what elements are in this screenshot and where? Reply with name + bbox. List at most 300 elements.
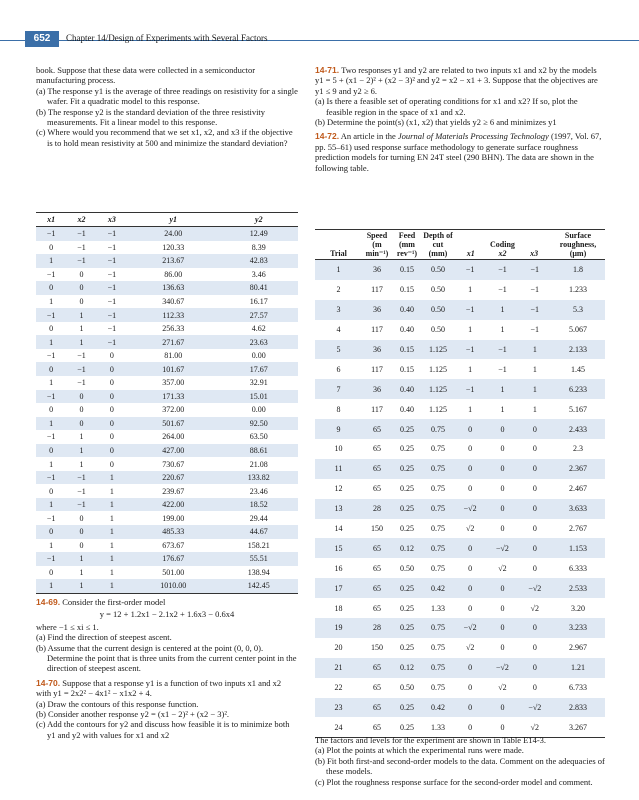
table-cell: 357.00 <box>162 378 185 388</box>
left-column-problems <box>36 597 298 740</box>
table-cell: 27.57 <box>220 308 298 322</box>
table-cell: 0.75 <box>430 563 445 573</box>
problem-69-text: Consider the first-order model <box>62 597 166 607</box>
table-cell: 1 <box>49 378 54 388</box>
table-cell: 32.91 <box>249 378 268 388</box>
table-cell: 1 <box>532 364 537 374</box>
table-cell: 5.167 <box>569 404 587 414</box>
table-cell: −1 <box>66 362 96 376</box>
table-cell: 0 <box>468 563 473 573</box>
table-cell: 0.12 <box>392 658 422 678</box>
table-cell: 2 <box>336 285 341 295</box>
table-cell: 0.25 <box>399 444 414 454</box>
table-cell: 18 <box>334 603 343 613</box>
table-cell: 0.25 <box>399 603 414 613</box>
problem-number-71: 14-71. <box>315 65 340 75</box>
table-cell: 0 <box>66 525 96 539</box>
table-cell: 23.46 <box>249 486 268 496</box>
table-cell: 0.00 <box>251 351 266 361</box>
table-cell: 1 <box>519 340 551 360</box>
table-row <box>36 376 298 390</box>
table-cell: −1 <box>486 340 518 360</box>
table-cell: 0 <box>454 578 486 598</box>
table-cell: 0 <box>468 603 473 613</box>
table-row <box>315 499 605 519</box>
table-cell: 1 <box>66 552 96 566</box>
table-cell: 501.67 <box>127 417 220 431</box>
table-cell: 0 <box>66 390 96 404</box>
col-header-trial: Trial <box>315 230 362 260</box>
table-cell: 1 <box>468 404 473 414</box>
table-cell: 0.15 <box>399 285 414 295</box>
table-cell: 2.467 <box>569 484 587 494</box>
table-cell: 65 <box>362 419 392 439</box>
table-cell: 0.75 <box>422 618 454 638</box>
table-cell: 485.33 <box>127 525 220 539</box>
table-cell: 0 <box>486 717 518 737</box>
problem-72-part-c: (c) Plot the roughness response surface for the second-order model and comment. <box>315 776 593 787</box>
table-row <box>315 538 605 558</box>
table-row <box>36 308 298 322</box>
table-cell: 1 <box>79 459 84 469</box>
table-cell: 0.75 <box>430 643 445 653</box>
table-cell: 264.00 <box>162 432 185 442</box>
table-cell: 117 <box>371 404 383 414</box>
table-cell: 0.40 <box>392 300 422 320</box>
table-cell: −1 <box>454 300 486 320</box>
table-cell: −1 <box>97 254 127 268</box>
table-cell: 1 <box>66 579 96 593</box>
problem-69-part-b: (b) Assume that the current design is centered at the point (0, 0, 0). Determine the point that is three units from the current center point in the direction of steepest ascent. <box>36 642 297 674</box>
table-cell: 1 <box>97 525 127 539</box>
table-cell: 150 <box>370 524 383 534</box>
table-row <box>36 539 298 553</box>
table-cell: 0 <box>97 362 127 376</box>
table-cell: 1 <box>79 324 84 334</box>
table-cell: 0.50 <box>422 260 454 280</box>
table-cell: √2 <box>498 683 507 693</box>
table-cell: 117 <box>371 325 383 335</box>
table-row <box>315 439 605 459</box>
table-cell: 0.25 <box>399 643 414 653</box>
table-cell: 0 <box>532 683 537 693</box>
table-row <box>36 295 298 309</box>
table-row <box>36 525 298 539</box>
table-cell: −1 <box>97 227 127 241</box>
col-header-x2: x2 <box>66 213 96 227</box>
col-header-x1: x1 <box>36 213 66 227</box>
table-row <box>36 268 298 282</box>
journal-name: Journal of Materials Processing Technology <box>397 131 549 142</box>
table-cell: −1 <box>77 486 86 496</box>
table-cell: 133.82 <box>220 471 298 485</box>
table-row <box>315 658 605 678</box>
table-cell: 0 <box>454 698 486 718</box>
table-cell: −1 <box>77 351 86 361</box>
table-cell: 0 <box>500 524 505 534</box>
table-cell: 0 <box>109 351 114 361</box>
coding-label: Coding <box>490 240 515 249</box>
table-cell: 0 <box>532 444 537 454</box>
table-cell: 1 <box>66 308 96 322</box>
table-cell: 0 <box>519 618 551 638</box>
table-row <box>315 638 605 658</box>
table-cell: 2.967 <box>569 643 587 653</box>
table-cell: 5.3 <box>551 300 605 320</box>
table-cell: 0 <box>486 698 518 718</box>
table-row <box>315 479 605 499</box>
table-cell: 7 <box>315 379 362 399</box>
table-row <box>36 281 298 295</box>
table-cell: 86.00 <box>164 269 183 279</box>
table-cell: −1 <box>46 513 56 523</box>
table-cell: 0 <box>500 444 505 454</box>
table-row <box>315 698 605 718</box>
table-cell: 22 <box>334 683 343 693</box>
table-cell: 1 <box>468 364 473 374</box>
table-cell: −1 <box>486 260 518 280</box>
table-cell: 5.067 <box>569 325 587 335</box>
table-cell: 0.50 <box>399 683 414 693</box>
table-cell: 65 <box>372 484 381 494</box>
table-row <box>315 300 605 320</box>
table-header-row <box>36 213 298 227</box>
table-note: The factors and levels for the experiment are shown in Table E14-3. <box>315 735 547 745</box>
table-row <box>36 511 298 525</box>
table-cell: 8 <box>336 404 341 414</box>
table-cell: −1 <box>97 281 127 295</box>
table-row <box>315 578 605 598</box>
table-cell: 0 <box>49 405 54 415</box>
table-row <box>36 430 298 444</box>
col-header-y1: y1 <box>127 213 220 227</box>
problem-70-part-c: (c) Add the contours for y2 and discuss how feasible it is to minimize both y1 and y2 with values for x1 and x2 <box>36 719 290 740</box>
table-cell: 213.67 <box>127 254 220 268</box>
table-cell: 0.25 <box>392 717 422 737</box>
table-cell: 1 <box>49 540 54 550</box>
table-row <box>36 471 298 485</box>
table-cell: −√2 <box>454 499 486 519</box>
table-cell: −1 <box>107 269 117 279</box>
table-cell: 0.12 <box>392 538 422 558</box>
table-cell: −1 <box>36 552 66 566</box>
table-row <box>315 618 605 638</box>
table-cell: 1.8 <box>551 260 605 280</box>
intro-part-a: (a) The response y1 is the average of three readings on resistivity for a single wafer. Fit a quadratic model to this response. <box>36 85 298 107</box>
table-cell: 2.533 <box>551 578 605 598</box>
table-row <box>315 459 605 479</box>
table-cell: 1 <box>97 498 127 512</box>
table-cell: −1 <box>530 325 540 335</box>
table-cell: −1 <box>498 364 507 374</box>
running-title: Chapter 14/Design of Experiments with Several Factors <box>66 33 268 43</box>
table-cell: 112.33 <box>127 308 220 322</box>
table-cell: 0.25 <box>392 499 422 519</box>
table-cell: 17.67 <box>220 362 298 376</box>
table-row <box>36 457 298 471</box>
table-cell: −1 <box>107 242 117 252</box>
table-cell: 117 <box>371 364 383 374</box>
right-column-bottom <box>315 735 605 787</box>
table-cell: 1 <box>36 579 66 593</box>
table-cell: 0.00 <box>251 405 266 415</box>
table-cell: 1 <box>500 325 505 335</box>
table-cell: −1 <box>36 471 66 485</box>
table-row <box>36 403 298 417</box>
table-cell: 1 <box>66 335 96 349</box>
table-cell: −1 <box>530 285 540 295</box>
problem-72-part-b: (b) Fit both first-and second-order models to the data. Comment on the adequacies of these models. <box>315 755 605 777</box>
table-cell: −1 <box>454 379 486 399</box>
table-cell: 0.50 <box>399 563 414 573</box>
problem-71-part-a: (a) Is there a feasible set of operating conditions for x1 and x2? If so, plot the feasible region in the space of x1 and x2. <box>315 96 578 117</box>
table-cell: 3.633 <box>551 499 605 519</box>
table-cell: 1.233 <box>569 285 587 295</box>
problem-70-part-a: (a) Draw the contours of this response function. <box>36 698 199 709</box>
table-cell: 0 <box>79 297 84 306</box>
table-cell: 0.75 <box>430 484 445 494</box>
table-cell: 2.433 <box>551 419 605 439</box>
table-cell: 0 <box>500 643 505 653</box>
table-cell: 1 <box>36 498 66 512</box>
table-cell: 28 <box>362 499 392 519</box>
table-cell: 15 <box>315 538 362 558</box>
table-cell: −1 <box>46 351 56 361</box>
table-row <box>36 552 298 566</box>
table-cell: 176.67 <box>127 552 220 566</box>
table-cell: 1 <box>97 579 127 593</box>
table-cell: 0 <box>486 578 518 598</box>
table-cell: 65 <box>372 683 381 693</box>
table-cell: 0.75 <box>422 538 454 558</box>
problem-72-text-pre: An article in the <box>340 131 396 142</box>
table-cell: 13 <box>315 499 362 519</box>
table-cell: 65 <box>372 603 381 613</box>
table-cell: 1.125 <box>422 379 454 399</box>
table-row <box>36 417 298 431</box>
table-cell: −√2 <box>519 578 551 598</box>
col-header-c3: x3 <box>530 249 539 258</box>
problem-70-text: Suppose that a response y1 is a function of two inputs x1 and x2 with y1 = 2x2² − 4x1² − x1x2 + 4. <box>36 677 282 699</box>
table-cell: 44.67 <box>220 525 298 539</box>
table-row <box>315 519 605 539</box>
table-cell: 0.75 <box>430 444 445 454</box>
table-cell: 372.00 <box>162 405 185 415</box>
table-cell: −1 <box>97 335 127 349</box>
table-cell: 92.50 <box>220 417 298 431</box>
table-cell: 0 <box>79 513 84 523</box>
table-row <box>36 390 298 404</box>
col-header-feed: Feed (mm rev⁻¹) <box>392 230 422 260</box>
table-cell: −1 <box>107 324 117 334</box>
table-cell: 36 <box>362 260 392 280</box>
table-cell: 427.00 <box>127 444 220 458</box>
table-cell: 120.33 <box>162 242 185 252</box>
right-column-problems <box>315 65 605 173</box>
table-cell: 0 <box>36 444 66 458</box>
coding-subheaders <box>455 249 550 258</box>
table-cell: 0 <box>49 242 54 252</box>
table-row <box>36 322 298 336</box>
table-cell: 88.61 <box>220 444 298 458</box>
table-cell: 0 <box>66 281 96 295</box>
table-cell: −1 <box>519 260 551 280</box>
table-row <box>36 241 298 255</box>
table-row <box>36 227 298 241</box>
table-cell: 117 <box>371 285 383 295</box>
table-cell: 1 <box>500 404 505 414</box>
col-header-depth: Depth of cut (mm) <box>423 231 453 258</box>
table-cell: 0 <box>486 499 518 519</box>
table-cell: 2.833 <box>551 698 605 718</box>
table-cell: 0 <box>454 459 486 479</box>
table-row <box>315 399 605 419</box>
table-cell: 101.67 <box>127 362 220 376</box>
table-cell: 10 <box>334 444 343 454</box>
table-cell: 16.17 <box>249 297 268 306</box>
table-row <box>315 260 605 280</box>
table-cell: 17 <box>315 578 362 598</box>
table-cell: 36 <box>362 340 392 360</box>
col-header-c2: x2 <box>498 249 507 258</box>
table-cell: −1 <box>498 285 507 295</box>
table-cell: −1 <box>77 378 86 388</box>
table-cell: 1 <box>36 335 66 349</box>
table-cell: 1.153 <box>551 538 605 558</box>
table-row <box>315 320 605 340</box>
table-cell: 0.50 <box>422 300 454 320</box>
table-cell: 6.233 <box>551 379 605 399</box>
table-cell: 0.25 <box>392 419 422 439</box>
table-cell: 1 <box>519 379 551 399</box>
table-cell: 0 <box>519 459 551 479</box>
table-cell: 2.367 <box>551 459 605 479</box>
table-cell: 2.767 <box>569 524 587 534</box>
table-cell: 0.25 <box>399 484 414 494</box>
table-cell: 63.50 <box>249 432 268 442</box>
table-cell: −1 <box>454 260 486 280</box>
table-cell: −1 <box>36 308 66 322</box>
table-cell: √2 <box>530 603 539 613</box>
table-cell: −1 <box>77 242 86 252</box>
table-cell: 4 <box>336 325 341 335</box>
table-cell: 1 <box>97 471 127 485</box>
table-cell: 0 <box>79 405 84 415</box>
table-cell: 1.45 <box>571 364 585 374</box>
table-cell: 0 <box>532 563 537 573</box>
table-cell: −1 <box>454 340 486 360</box>
table-cell: 0.75 <box>422 419 454 439</box>
left-column-intro <box>36 65 298 148</box>
table-cell: √2 <box>519 717 551 737</box>
table-cell: 1.125 <box>422 340 454 360</box>
problem-72-text-post: (1997, Vol. 67, pp. 55–61) used response surface methodology to generate surface roughness prediction models for turning EN 24T steel (290 BHN). The data are shown in the following table. <box>315 131 602 173</box>
table-cell: 6.733 <box>569 683 587 693</box>
table-row <box>36 484 298 498</box>
table-cell: 23.63 <box>220 335 298 349</box>
table-cell: 29.44 <box>249 513 268 523</box>
table-cell: 80.41 <box>220 281 298 295</box>
table-cell: 1 <box>109 513 114 523</box>
table-cell: 65 <box>362 698 392 718</box>
table-cell: 0.15 <box>399 364 414 374</box>
table-cell: −1 <box>66 498 96 512</box>
table-cell: 142.45 <box>220 579 298 593</box>
table-cell: 730.67 <box>162 459 185 469</box>
table-cell: 65 <box>362 578 392 598</box>
table-cell: 239.67 <box>162 486 185 496</box>
table-cell: 1 <box>109 540 114 550</box>
problem-71-part-b: (b) Determine the point(s) (x1, x2) that yields y2 ≥ 6 and minimizes y1 <box>315 117 557 128</box>
table-cell: 81.00 <box>164 351 183 361</box>
table-cell: 1 <box>468 325 473 335</box>
table-row <box>315 598 605 618</box>
table-cell: 3 <box>315 300 362 320</box>
table-cell: 0 <box>454 717 486 737</box>
intro-text: book. Suppose that these data were collected in a semiconductor manufacturing process. <box>36 65 256 86</box>
table-cell: 1 <box>532 404 537 414</box>
table-cell: 0.25 <box>399 524 414 534</box>
table-cell: 0 <box>486 419 518 439</box>
table-cell: −1 <box>36 390 66 404</box>
col-header-roughness: Surface roughness, (μm) <box>551 230 605 260</box>
col-header-speed: Speed (m min⁻¹) <box>362 230 392 260</box>
table-cell: 0 <box>49 486 54 496</box>
page-number: 652 <box>25 31 59 47</box>
table-cell: 199.00 <box>162 513 185 523</box>
table-row <box>315 419 605 439</box>
table-cell: 18.52 <box>220 498 298 512</box>
table-cell: 1 <box>49 297 54 306</box>
table-cell: 0.15 <box>392 260 422 280</box>
table-cell: 422.00 <box>127 498 220 512</box>
table-cell: 4.62 <box>251 324 266 334</box>
table-cell: 1.125 <box>428 404 447 414</box>
table-cell: 0 <box>109 459 114 469</box>
table-cell: 19 <box>315 618 362 638</box>
table-cell: −1 <box>107 297 117 306</box>
problem-71-text: Two responses y1 and y2 are related to two inputs x1 and x2 by the models y1 = 5 + (x1 − 2)² + (x2 − 3)² and y2 = x2 − x1 + 3. Suppose that the objectives are y1 ≤ 9 and y2 ≥ 6. <box>315 65 598 96</box>
table-header-row <box>315 230 605 260</box>
table-cell: 0 <box>468 484 473 494</box>
table-cell: −1 <box>46 269 56 279</box>
table-cell: 0 <box>36 362 66 376</box>
table-cell: 3.233 <box>551 618 605 638</box>
table-cell: 65 <box>372 444 381 454</box>
table-row <box>315 280 605 300</box>
table-row <box>36 498 298 512</box>
problem-72-part-a: (a) Plot the points at which the experimental runs were made. <box>315 745 524 756</box>
problem-70-part-b: (b) Consider another response y2 = (x1 − 2)² + (x2 − 3)². <box>36 709 230 720</box>
table-cell: 0.25 <box>392 698 422 718</box>
table-cell: 0 <box>454 419 486 439</box>
table-cell: 1.33 <box>430 603 445 613</box>
table-cell: 65 <box>362 658 392 678</box>
table-cell: 0.75 <box>422 658 454 678</box>
table-cell: 220.67 <box>127 471 220 485</box>
table-cell: 138.94 <box>247 567 270 577</box>
table-cell: 0 <box>454 538 486 558</box>
table-cell: 0.75 <box>422 459 454 479</box>
table-cell: 21.08 <box>249 459 268 469</box>
table-cell: √2 <box>465 643 475 653</box>
table-row <box>36 335 298 349</box>
table-row <box>315 558 605 578</box>
table-cell: −1 <box>97 308 127 322</box>
table-cell: 55.51 <box>220 552 298 566</box>
table-cell: 0 <box>109 405 114 415</box>
table-cell: 1 <box>66 444 96 458</box>
